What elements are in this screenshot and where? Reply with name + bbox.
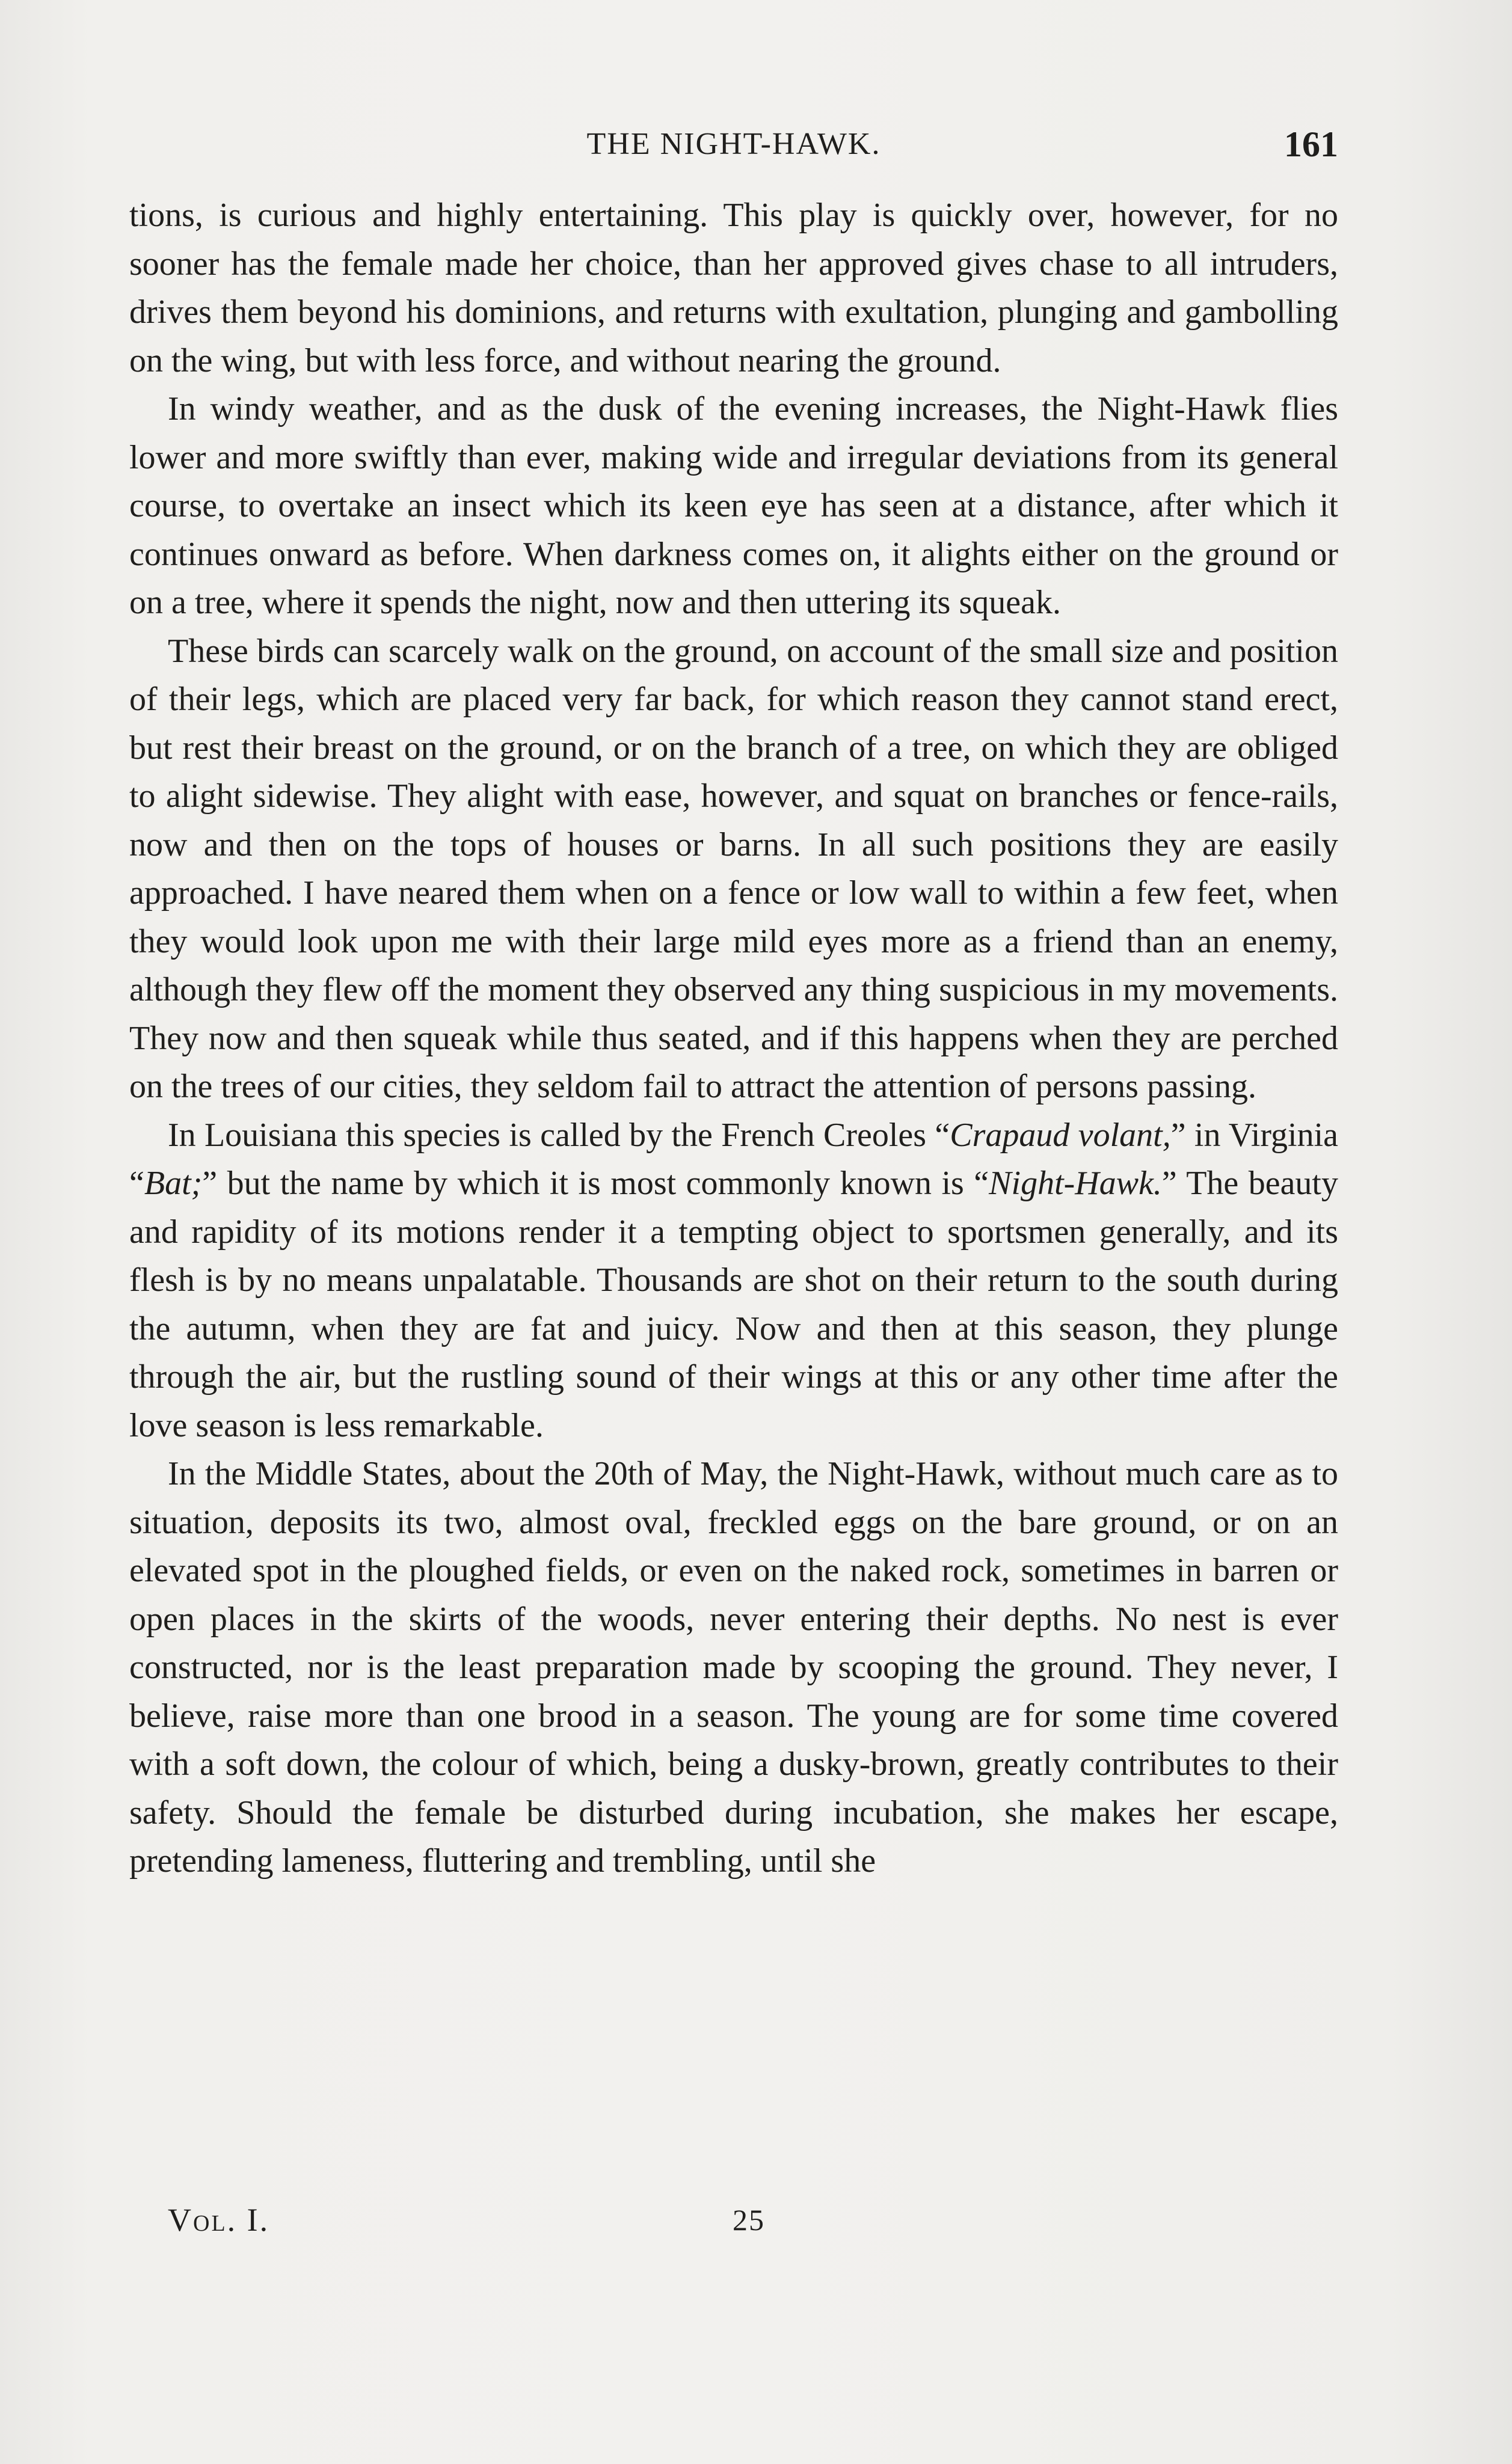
paragraph-middle-states: In the Middle States, about the 20th of May, the Night-Hawk, without much care as to situation, deposits its two, almost oval, freckled eggs on the bare ground, or on an elevated spot in the ploughed fields, or even on the naked rock, sometimes in barren or open places in the skirts of the woods, never entering their depths. No nest is ever constructed, nor is the least preparation made by scooping the ground. They never, I believe, raise more than one brood in a season. The young are for some time covered with a soft down, the colour of which, being a dusky-brown, greatly contributes to their safety. Should the female be disturbed during incubation, she makes her escape, pretending lameness, fluttering and trembling, until she bbox=[129, 1455, 1338, 1880]
page-footer bbox=[129, 2196, 1338, 2244]
volume-label: Vol. I. bbox=[168, 2202, 270, 2238]
name-crapaud-volant: Crapaud volant, bbox=[950, 1116, 1171, 1154]
body-text bbox=[129, 191, 1338, 1886]
name-night-hawk: Night-Hawk. bbox=[989, 1165, 1162, 1202]
paragraph-continued: tions, is curious and highly entertaining. This play is quickly over, however, for no sooner has the female made her choice, than her approved gives chase to all intruders, drives them beyond his dominions, and returns with exultation, plunging and gambolling on the wing, but with less force, and without nearing the ground. bbox=[129, 197, 1338, 379]
signature-mark: 25 bbox=[733, 2203, 765, 2237]
louisiana-text-3: ” but the name by which it is most commonly known is “ bbox=[202, 1165, 989, 1202]
page-number: 161 bbox=[1284, 124, 1338, 164]
paragraph-windy-weather: In windy weather, and as the dusk of the evening increases, the Night-Hawk flies lower and more swiftly than ever, making wide and irregular deviations from its general course, to overtake an insect which its keen eye has seen at a distance, after which it continues onward as before. When darkness comes on, it alights either on the ground or on a tree, where it spends the night, now and then uttering its squeak. bbox=[129, 390, 1338, 621]
louisiana-text-2: ” in Virginia “ bbox=[129, 1116, 1339, 1202]
running-title: THE NIGHT-HAWK. bbox=[586, 127, 881, 161]
louisiana-text-4: ” The beauty and rapidity of its motions render it a tempting object to sportsmen generally, and its flesh is by no means unpalatable. Thousands are shot on their return to the south during the autumn, when they are fat and juicy. Now and then at this season, they plunge through the air, but the rustling sound of their wings at this or any other time after the love season is less remarkable. bbox=[129, 1165, 1338, 1444]
louisiana-text-1: In Louisiana this species is called by the French Creoles “ bbox=[168, 1116, 950, 1154]
name-bat: Bat; bbox=[144, 1165, 203, 1202]
paragraph-walking: These birds can scarcely walk on the ground, on account of the small size and position of their legs, which are placed very far back, for which reason they cannot stand erect, but rest their breast on the ground, or on the branch of a tree, on which they are obliged to alight sidewise. They alight with ease, however, and squat on branches or fence-rails, now and then on the tops of houses or barns. In all such positions they are easily approached. I have neared them when on a fence or low wall to within a few feet, when they would look upon me with their large mild eyes more as a friend than an enemy, although they flew off the moment they observed any thing suspicious in my movements. They now and then squeak while thus seated, and if this happens when they are perched on the trees of our cities, they seldom fail to attract the attention of persons passing. bbox=[129, 632, 1338, 1105]
running-head bbox=[129, 120, 1338, 168]
paragraph-louisiana bbox=[129, 1111, 1338, 1450]
